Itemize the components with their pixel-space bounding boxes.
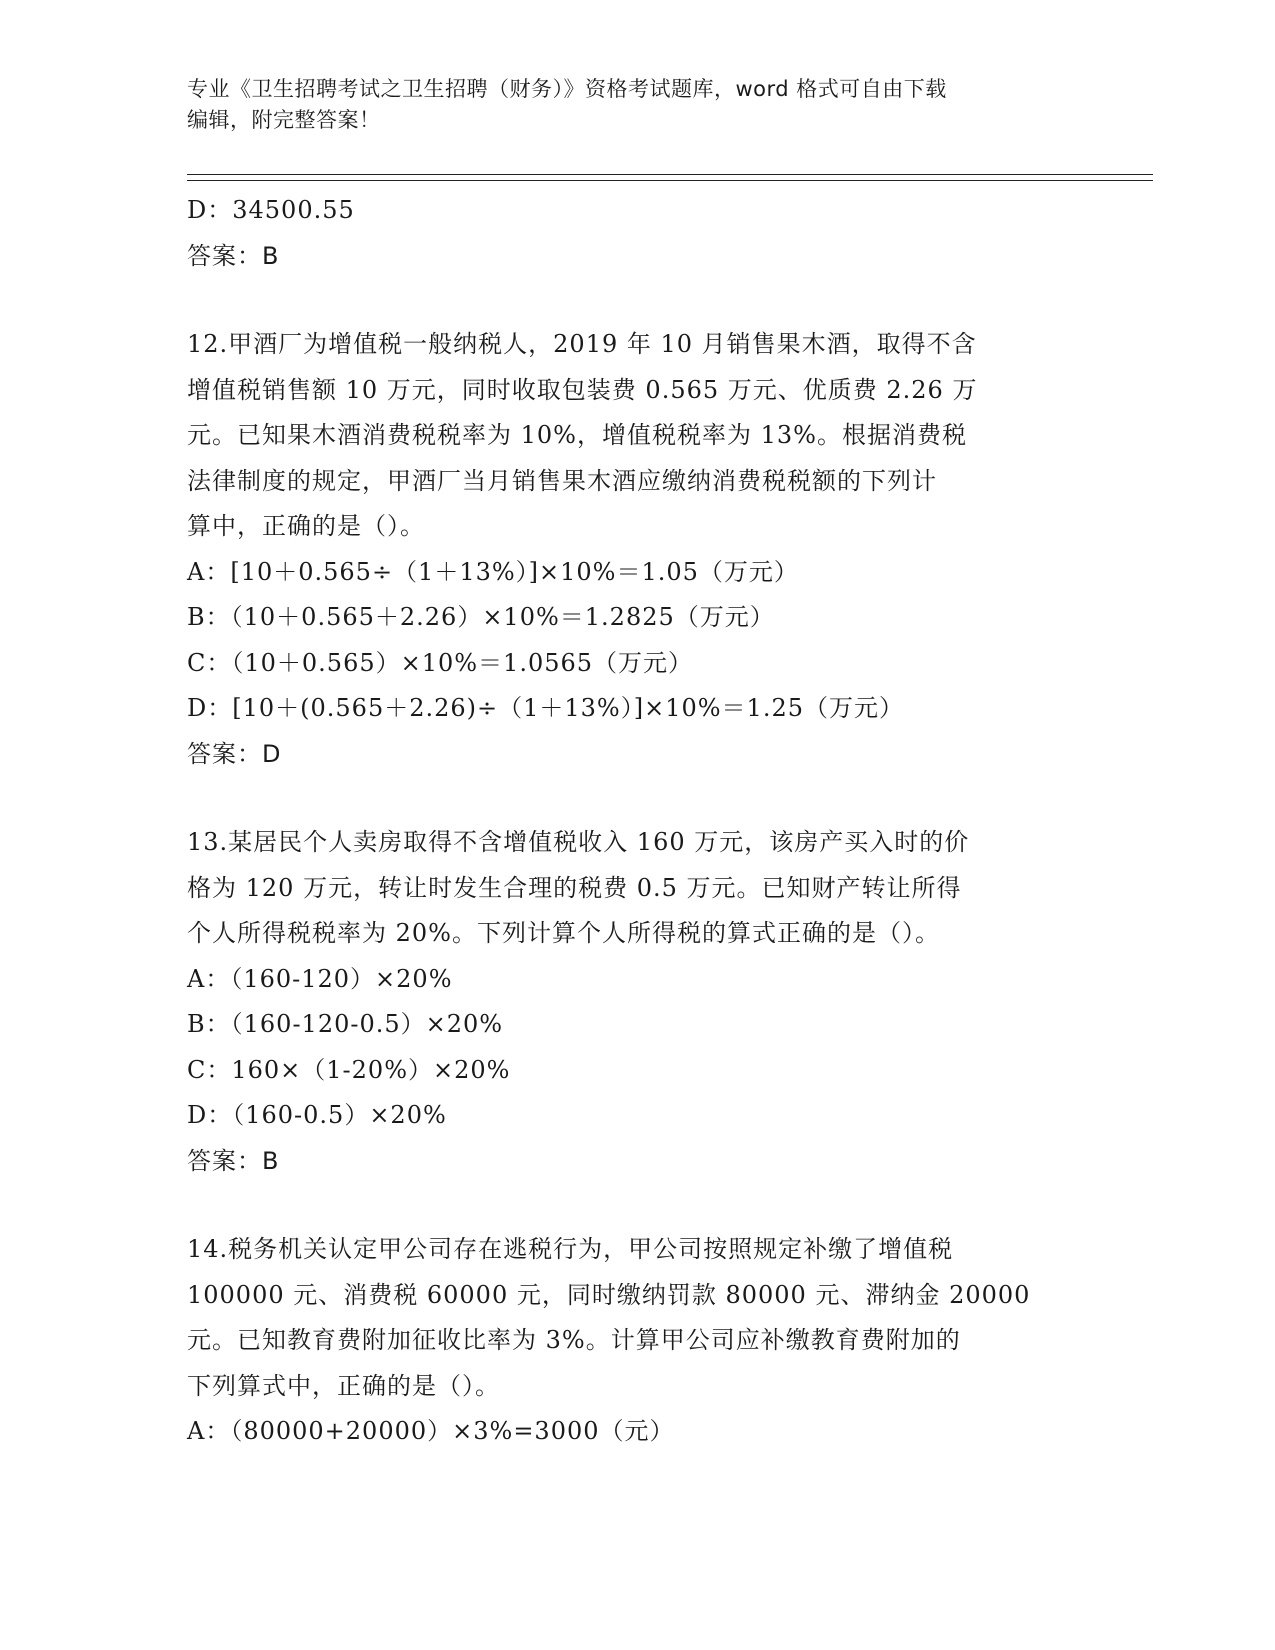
question-stem-line: 12.甲酒厂为增值税一般纳税人，2019 年 10 月销售果木酒，取得不含 bbox=[187, 330, 977, 358]
question-block bbox=[187, 1227, 1067, 1455]
question-block bbox=[187, 322, 1067, 820]
header-line-1: 专业《卫生招聘考试之卫生招聘（财务）》资格考试题库，word 格式可自由下载 bbox=[187, 77, 947, 101]
question-stem-line: 14.税务机关认定甲公司存在逃税行为，甲公司按照规定补缴了增值税 bbox=[187, 1235, 954, 1263]
question-stem-line: 法律制度的规定，甲酒厂当月销售果木酒应缴纳消费税税额的下列计 bbox=[187, 466, 937, 495]
question-answer: 答案：D bbox=[187, 739, 282, 768]
question-option: A：（160-120）×20% bbox=[187, 964, 453, 993]
question-stem-line: 下列算式中，正确的是（）。 bbox=[187, 1371, 500, 1400]
question-block bbox=[187, 820, 1067, 1227]
question-option: A：（80000+20000）×3%=3000（元） bbox=[187, 1417, 675, 1445]
header-divider-bottom bbox=[187, 180, 1153, 181]
question-option: D：[10＋(0.565＋2.26)÷（1＋13%）]×10%＝1.25（万元） bbox=[187, 694, 904, 722]
question-answer: 答案：B bbox=[187, 1146, 280, 1175]
question-stem-line: 13.某居民个人卖房取得不含增值税收入 160 万元，该房产买入时的价 bbox=[187, 828, 970, 856]
question-option: D：（160-0.5）×20% bbox=[187, 1101, 447, 1129]
page-header bbox=[187, 74, 1067, 136]
question-option: B：（160-120-0.5）×20% bbox=[187, 1010, 504, 1038]
question-stem-line: 算中，正确的是（）。 bbox=[187, 512, 425, 540]
spacer bbox=[187, 1184, 1067, 1227]
question-option: A：[10＋0.565÷（1＋13%）]×10%＝1.05（万元） bbox=[187, 557, 799, 586]
header-divider-top bbox=[187, 174, 1153, 175]
document-body bbox=[187, 188, 1067, 1455]
question-stem-line: 元。已知教育费附加征收比率为 3%。计算甲公司应补缴教育费附加的 bbox=[187, 1326, 961, 1354]
question-stem-line: 100000 元、消费税 60000 元，同时缴纳罚款 80000 元、滞纳金 20000 bbox=[187, 1280, 1031, 1309]
question-stem-line: 个人所得税税率为 20%。下列计算个人所得税的算式正确的是（）。 bbox=[187, 919, 940, 947]
question-stem-line: 增值税销售额 10 万元，同时收取包装费 0.565 万元、优质费 2.26 万 bbox=[187, 375, 978, 404]
question-stem-line: 元。已知果木酒消费税税率为 10%，增值税税率为 13%。根据消费税 bbox=[187, 421, 967, 449]
question-option: B：（10＋0.565＋2.26）×10%＝1.2825（万元） bbox=[187, 603, 775, 631]
question-option: C：（10＋0.565）×10%＝1.0565（万元） bbox=[187, 648, 694, 677]
spacer bbox=[187, 279, 1067, 322]
prev-answer: 答案：B bbox=[187, 241, 280, 270]
prev-option-d: D：34500.55 bbox=[187, 196, 355, 224]
header-line-2: 编辑，附完整答案！ bbox=[187, 108, 381, 132]
question-option: C：160×（1-20%）×20% bbox=[187, 1055, 511, 1084]
question-list bbox=[187, 322, 1067, 1455]
question-stem-line: 格为 120 万元，转让时发生合理的税费 0.5 万元。已知财产转让所得 bbox=[187, 873, 962, 902]
spacer bbox=[187, 777, 1067, 820]
